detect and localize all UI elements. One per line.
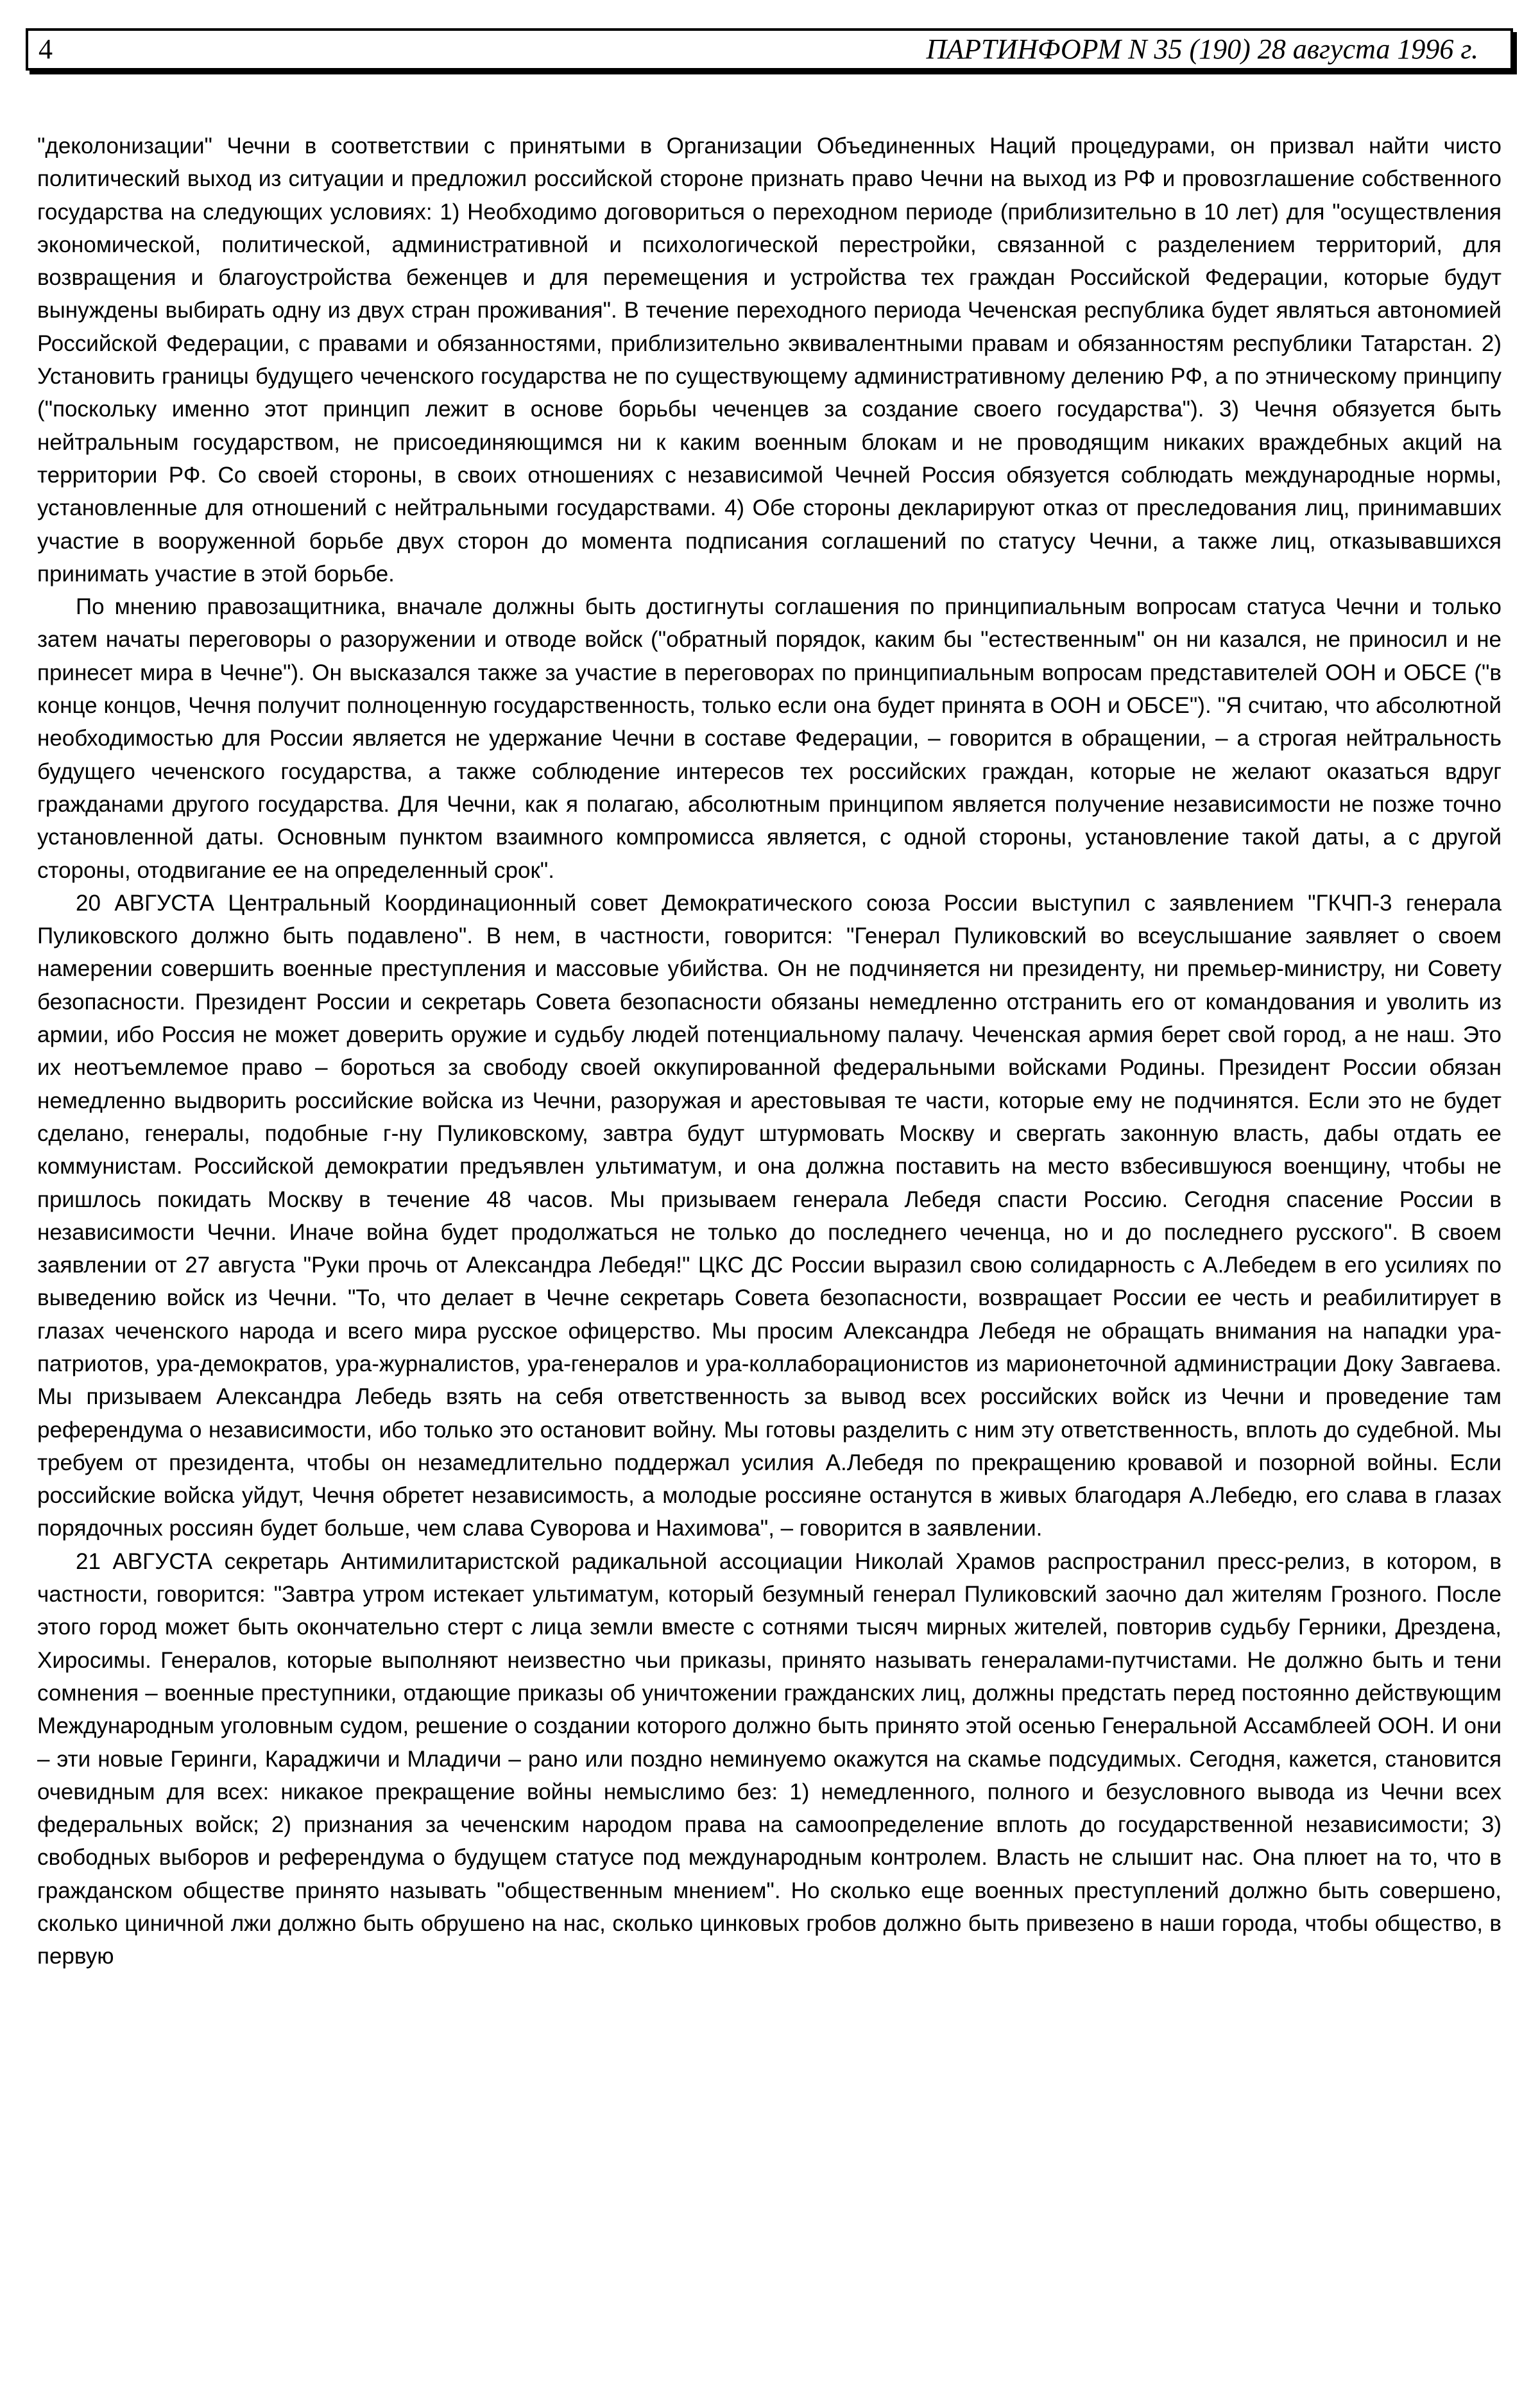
paragraph-3: 20 АВГУСТА Центральный Координационный совет Демократического союза России выступил с заявлением "ГКЧП-3 генерала Пуликовского должно быть подавлено". В нем, в частности, говорится: "Генерал Пуликовский во всеуслышание заявляет о своем намерении совершить военные преступления и массовые убийства. Он не подчиняется ни президенту, ни премьер-министру, ни Совету безопасности. Президент России и секретарь Совета безопасности обязаны немедленно отстранить его от командования и уволить из армии, ибо Россия не может доверить оружие и судьбу людей потенциальному палачу. Чеченская армия берет свой город, а не наш. Это их неотъемлемое право – бороться за свободу своей оккупированной федеральными войсками Родины. Президент России обязан немедленно выдворить российские войска из Чечни, разоружая и арестовывая те части, которые ему не подчинятся. Если это не будет сделано, генералы, подобные г-ну Пуликовскому, завтра будут штурмовать Москву и свергать законную власть, дабы отдать ее коммунистам. Российской демократии предъявлен ультиматум, и она должна поставить на место взбесившуюся военщину, чтобы не пришлось покидать Москву в течение 48 часов. Мы призываем генерала Лебедя спасти Россию. Сегодня спасение России в независимости Чечни. Иначе война будет продолжаться не только до последнего чеченца, но и до последнего русского". В своем заявлении от 27 августа "Руки прочь от Александра Лебедя!" ЦКС ДС России выразил свою солидарность с А.Лебедем в его усилиях по выведению войск из Чечни. "То, что делает в Чечне секретарь Совета безопасности, возвращает России ее честь и реабилитирует в глазах чеченского народа и всего мира русское офицерство. Мы просим Александра Лебедя не обращать внимания на нападки ура-патриотов, ура-демократов, ура-журналистов, ура-генералов и ура-коллаборационистов из марионеточной администрации Доку Завгаева. Мы призываем Александра Лебедь взять на себя ответственность за вывод всех российских войск из Чечни и проведение там референдума о независимости, ибо только это остановит войну. Мы готовы разделить с ним эту ответственность, вплоть до судебной. Мы требуем от президента, чтобы он незамедлительно поддержал усилия А.Лебедя по прекращению кровавой и позорной войны. Если российские войска уйдут, Чечня обретет независимость, а молодые россияне останутся в живых благодаря А.Лебедю, его слава в глазах порядочных россиян будет больше, чем слава Суворова и Нахимова", – говорится в заявлении. [37,890,1502,1541]
page-header [26,28,1513,71]
article-body [37,130,1502,1973]
page-number: 4 [38,33,53,65]
paragraph-4: 21 АВГУСТА секретарь Антимилитаристской радикальной ассоциации Николай Храмов распространил пресс-релиз, в котором, в частности, говорится: "Завтра утром истекает ультиматум, который безумный генерал Пуликовский заочно дал жителям Грозного. После этого город может быть окончательно стерт с лица земли вместе с сотнями тысяч мирных жителей, повторив судьбу Герники, Дрездена, Хиросимы. Генералов, которые выполняют неизвестно чьи приказы, принято называть генералами-путчистами. Не должно быть и тени сомнения – военные преступники, отдающие приказы об уничтожении гражданских лиц, должны предстать перед постоянно действующим Международным уголовным судом, решение о создании которого должно быть принято этой осенью Генеральной Ассамблеей ООН. И они – эти новые Геринги, Караджичи и Младичи – рано или поздно неминуемо окажутся на скамье подсудимых. Сегодня, кажется, становится очевидным для всех: никакое прекращение войны немыслимо без: 1) немедленного, полного и безусловного вывода из Чечни всех федеральных войск; 2) признания за чеченским народом права на самоопределение вплоть до государственной независимости; 3) свободных выборов и референдума о будущем статусе под международным контролем. Власть не слышит нас. Она плюет на то, что в гражданском обществе принято называть "общественным мнением". Но сколько еще военных преступлений должно быть совершено, сколько циничной лжи должно быть обрушено на нас, сколько цинковых гробов должно быть привезено в наши города, чтобы общество, в первую [37,1548,1502,1969]
paragraph-2: По мнению правозащитника, вначале должны быть достигнуты соглашения по принципиальным вопросам статуса Чечни и только затем начаты переговоры о разоружении и отводе войск ("обратный порядок, каким бы "естественным" он ни казался, не приносил и не принесет мира в Чечне"). Он высказался также за участие в переговорах по принципиальным вопросам представителей ООН и ОБСЕ ("в конце концов, Чечня получит полноценную государственность, только если она будет принята в ООН и ОБСЕ"). "Я считаю, что абсолютной необходимостью для России является не удержание Чечни в составе Федерации, – говорится в обращении, – а строгая нейтральность будущего чеченского государства, а также соблюдение интересов тех российских граждан, которые не желают оказаться вдруг гражданами другого государства. Для Чечни, как я полагаю, абсолютным принципом является получение независимости не позже точно установленной даты. Основным пунктом взаимного компромисса является, с одной стороны, установление такой даты, а с другой стороны, отодвигание ее на определенный срок". [37,594,1502,883]
issue-title: ПАРТИНФОРМ N 35 (190) 28 августа 1996 г. [926,33,1478,65]
paragraph-1: "деколонизации" Чечни в соответствии с принятыми в Организации Объединенных Наций процедурами, он призвал найти чисто политический выход из ситуации и предложил российской стороне признать право Чечни на выход из РФ и провозглашение собственного государства на следующих условиях: 1) Необходимо договориться о переходном периоде (приблизительно в 10 лет) для "осуществления экономической, политической, административной и психологической перестройки, связанной с разделением территорий, для возвращения и благоустройства беженцев и для перемещения и устройства тех граждан Российской Федерации, которые будут вынуждены выбирать одну из двух стран проживания". В течение переходного периода Чеченская республика будет являться автономией Российской Федерации, с правами и обязанностями, приблизительно эквивалентными правам и обязанностям республики Татарстан. 2) Установить границы будущего чеченского государства не по существующему административному делению РФ, а по этническому принципу ("поскольку именно этот принцип лежит в основе борьбы чеченцев за создание своего государства"). 3) Чечня обязуется быть нейтральным государством, не присоединяющимся ни к каким военным блокам и не проводящим никаких враждебных акций на территории РФ. Со своей стороны, в своих отношениях с независимой Чечней Россия обязуется соблюдать международные нормы, установленные для отношений с нейтральными государствами. 4) Обе стороны декларируют отказ от преследования лиц, принимавших участие в вооруженной борьбе двух сторон до момента подписания соглашений по статусу Чечни, а также лиц, отказывавшихся принимать участие в этой борьбе. [37,133,1502,587]
